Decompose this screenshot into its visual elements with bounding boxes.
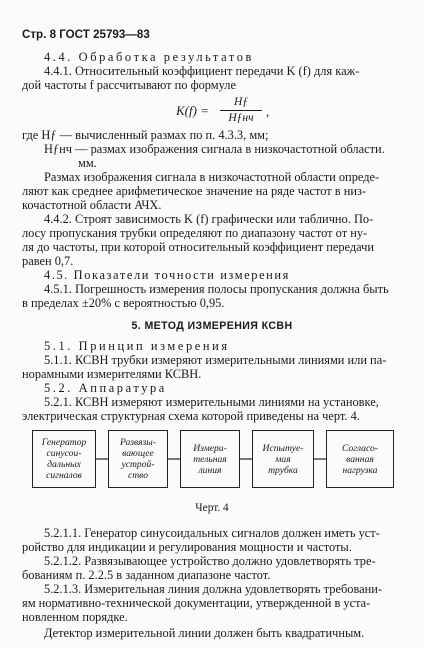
text-line: 5.1.1. КСВН трубки измеряют измерительными линиями или па- bbox=[44, 353, 387, 367]
figure-caption: Черт. 4 bbox=[195, 502, 229, 514]
text-line: 4.4.2. Строят зависимость K (f) графически или таблично. По- bbox=[44, 212, 374, 226]
text-line: электрическая структурная схема которой приведены на черт. 4. bbox=[22, 409, 360, 423]
text-line: 4.4.1. Относительный коэффициент передачи K (f) для каж- bbox=[44, 64, 360, 78]
text-line: бованиям п. 2.2.5 в заданном диапазоне частот. bbox=[22, 568, 271, 582]
text-line: 4.5.1. Погрешность измерения полосы пропускания должна быть bbox=[44, 282, 389, 296]
block-isolator: Развязы- вающее устрой- ство bbox=[108, 430, 168, 488]
text-line: 5.2.1. КСВН измеряют измерительными линиями на установке, bbox=[44, 395, 379, 409]
text-line: 5.2.1.2. Развязывающее устройство должно удовлетворять тре- bbox=[44, 554, 376, 568]
text-line: ям нормативно-технической документации, утвержденной в уста- bbox=[22, 596, 371, 610]
subsection-heading: 5.2. Аппаратура bbox=[44, 381, 167, 395]
section-heading: 5. МЕТОД ИЗМЕРЕНИЯ КСВН bbox=[131, 320, 293, 332]
fraction-bar bbox=[220, 110, 262, 111]
block-tube-under-test: Испытуе- мая трубка bbox=[252, 430, 314, 488]
subsection-heading: 4.5. Показатели точности измерения bbox=[44, 268, 290, 282]
text-line: 5.2.1.1. Генератор синусоидальных сигналов должен иметь уст- bbox=[44, 526, 380, 540]
text-line: новленном порядке. bbox=[22, 610, 128, 624]
formula-denominator: Hƒнч bbox=[228, 112, 254, 124]
text-line: мм. bbox=[78, 156, 97, 170]
subsection-heading: 5.1. Принцип измерения bbox=[44, 339, 230, 353]
text-line: кочастотной области АЧХ. bbox=[22, 198, 162, 212]
formula-comma: , bbox=[266, 104, 270, 119]
text-line: в пределах ±20% с вероятностью 0,95. bbox=[22, 296, 225, 310]
text-line: дой частоты f рассчитывают по формуле bbox=[22, 78, 236, 92]
formula-lhs: K(f) = bbox=[176, 103, 209, 118]
block-diagram bbox=[32, 424, 396, 496]
text-line: лосу пропускания трубки определяют по диапазону частот от ну- bbox=[22, 226, 368, 240]
text-line: ля до частоты, при которой относительный коэффициент передачи bbox=[22, 240, 375, 254]
formula-numerator: Hƒ bbox=[233, 96, 249, 108]
page-header: Стр. 8 ГОСТ 25793—83 bbox=[22, 28, 150, 41]
text-line: равен 0,7. bbox=[22, 254, 74, 268]
text-line: норамными измерителями КСВН. bbox=[22, 367, 202, 381]
formula-fraction bbox=[220, 96, 262, 125]
text-line: ляют как среднее арифметическое значение на ряде частот в низ- bbox=[22, 184, 367, 198]
text-line: ройство для индикации и регулирования мощности и частоты. bbox=[22, 540, 352, 554]
text-line: 5.2.1.3. Измерительная линия должна удовлетворять требовани- bbox=[44, 582, 383, 596]
block-matched-load: Согласо- ванная нагрузка bbox=[326, 430, 394, 488]
subsection-heading: 4.4. Обработка результатов bbox=[44, 50, 254, 64]
block-measuring-line: Измери- тельная линия bbox=[180, 430, 240, 488]
text-line: где Hƒ — вычисленный размах по п. 4.3.3, мм; bbox=[22, 128, 269, 142]
text-line: Размах изображения сигнала в низкочастотной области опреде- bbox=[44, 170, 380, 184]
block-generator: Генератор синусои- дальных сигналов bbox=[32, 430, 96, 488]
text-line: Детектор измерительной линии должен быть квадратичным. bbox=[44, 626, 365, 640]
text-line: Hƒнч — размах изображения сигнала в низкочастотной области. bbox=[44, 142, 385, 156]
